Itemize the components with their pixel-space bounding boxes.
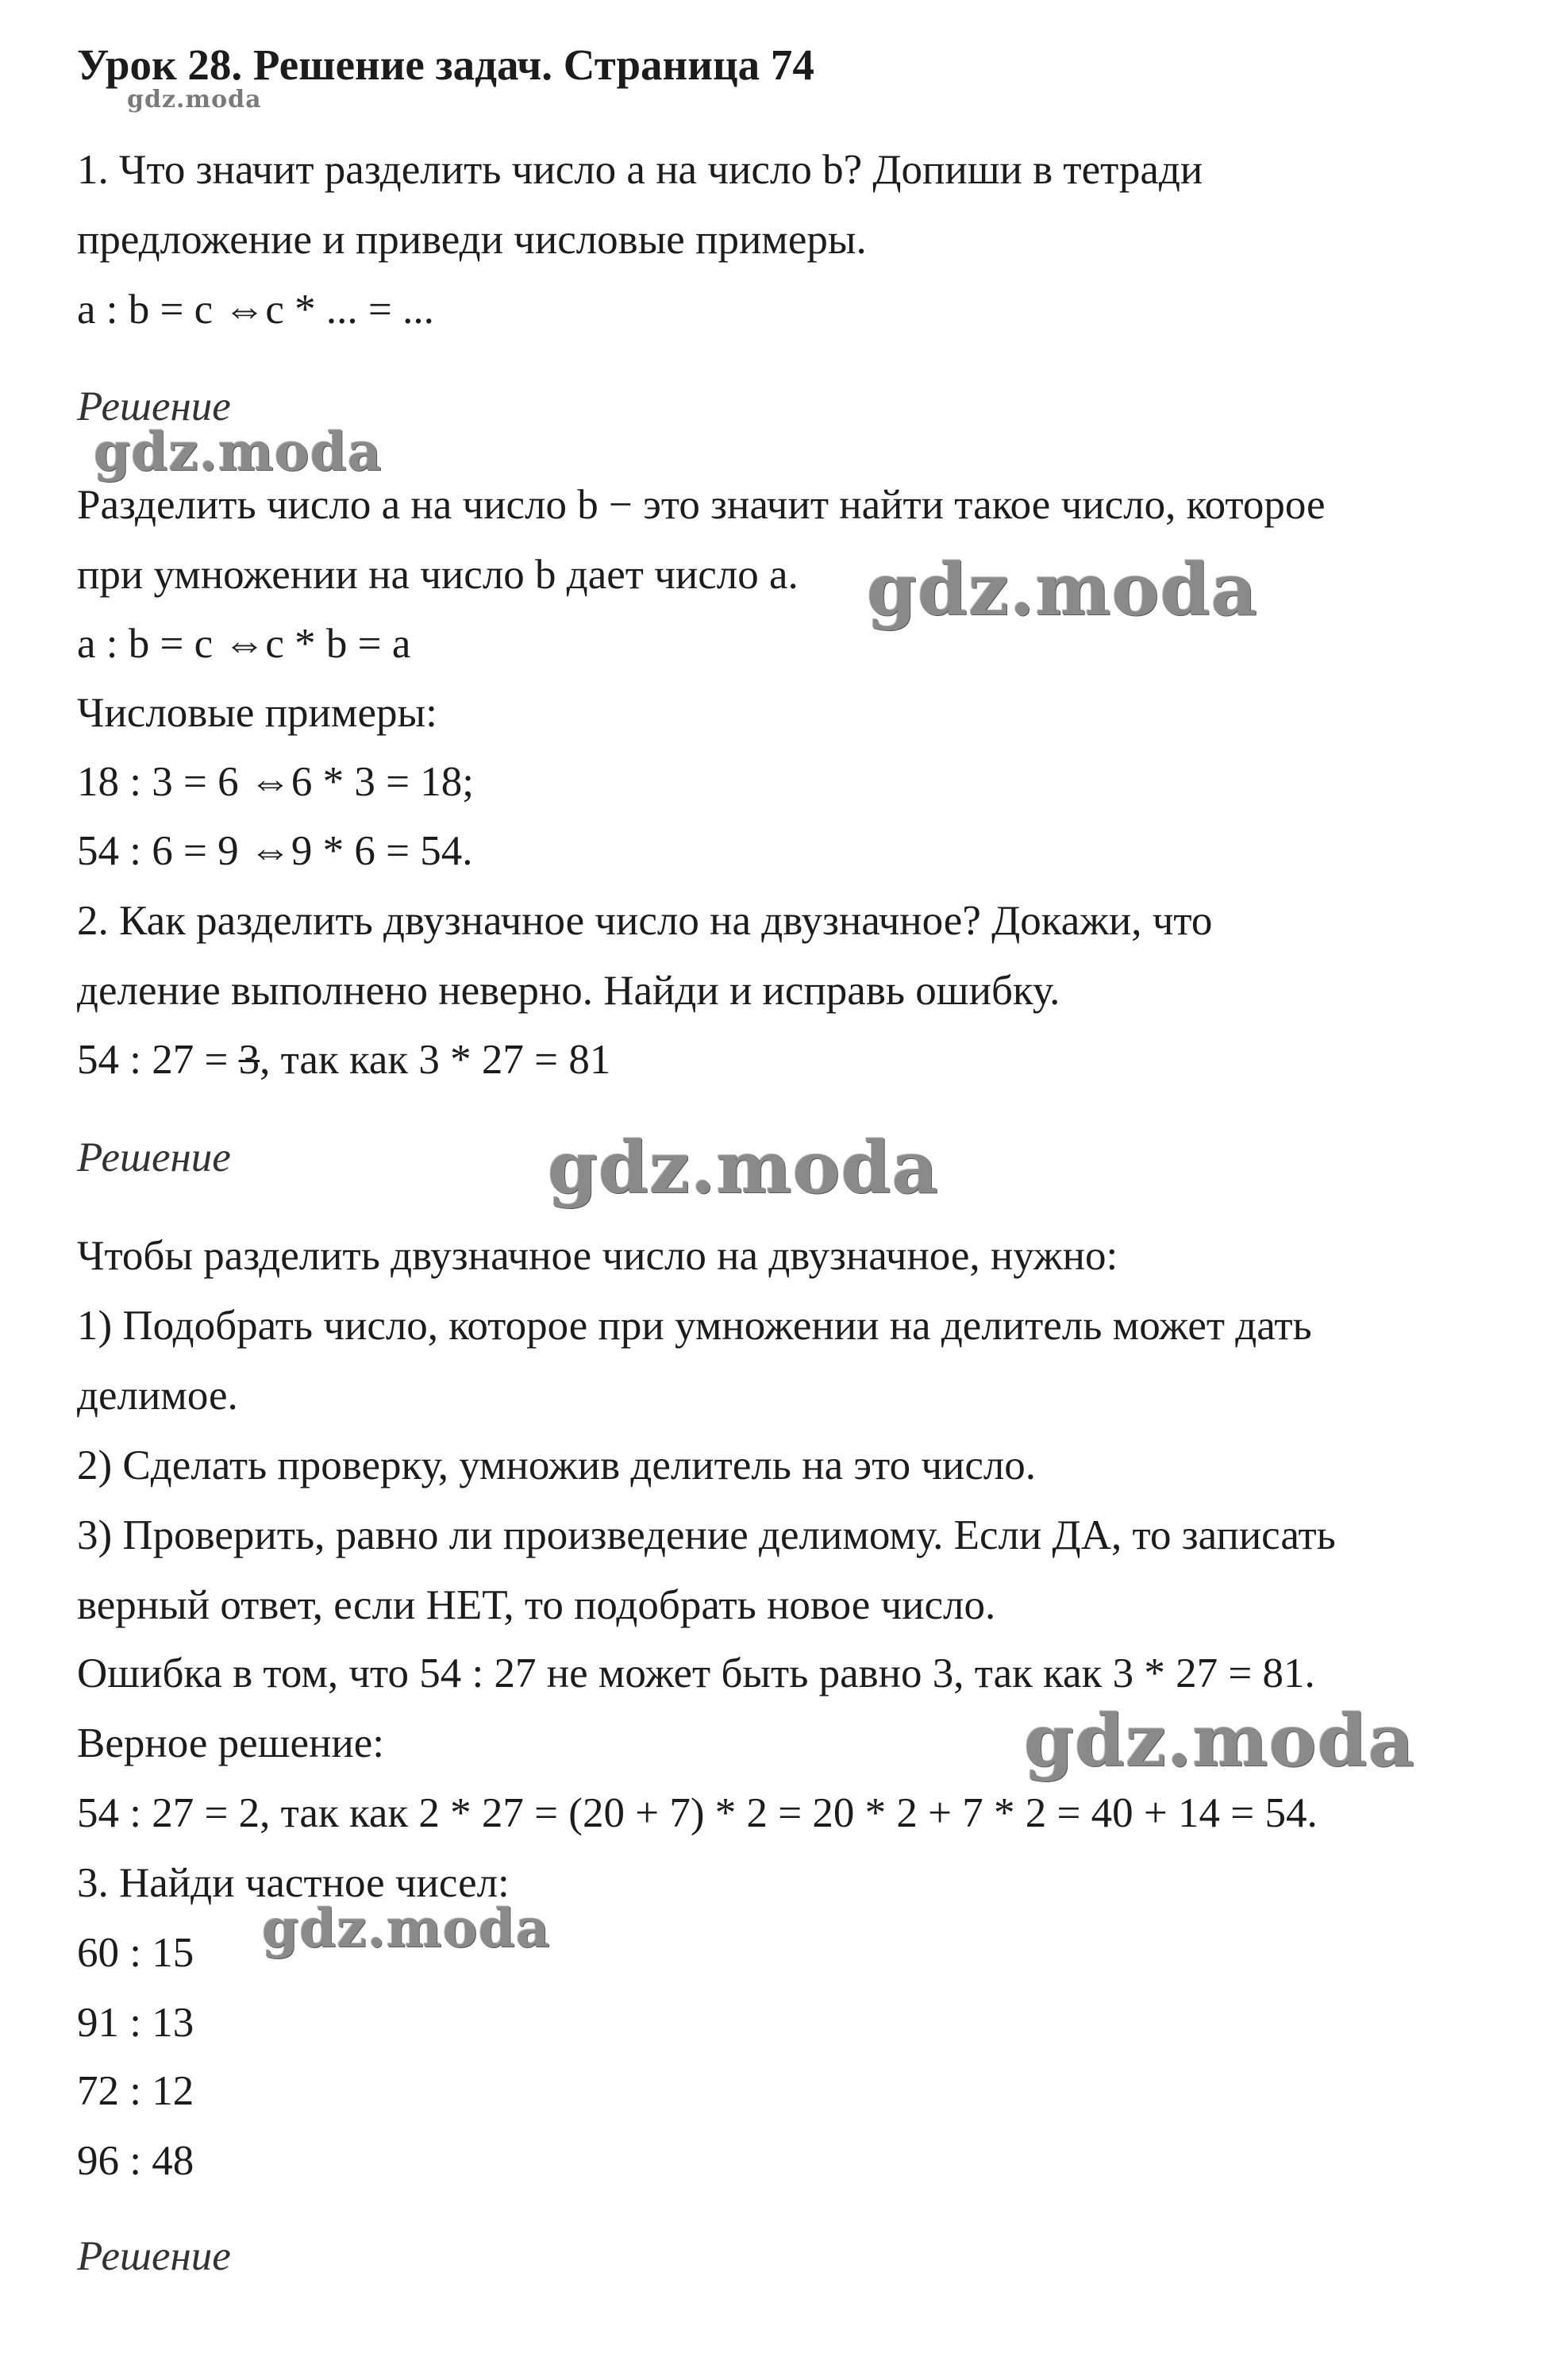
- watermark-small: gdz.moda: [127, 86, 262, 114]
- task3-item: 91 : 13: [77, 2000, 194, 2046]
- task2-struck-answer: 3: [238, 1037, 260, 1083]
- task1-answer-line3: a : b = c ⇔c * b = a: [77, 621, 411, 667]
- task2-answer-line7: Ошибка в том, что 54 : 27 не может быть равно 3, так как 3 * 27 = 81.: [77, 1650, 1315, 1696]
- task3-item: 72 : 12: [77, 2068, 194, 2114]
- task2-answer-line3: делимое.: [77, 1373, 238, 1419]
- task2-answer-line1: Чтобы разделить двузначное число на двузначное, нужно:: [77, 1233, 1118, 1279]
- task2-answer-line9: 54 : 27 = 2, так как 2 * 27 = (20 + 7) * 2 = 20 * 2 + 7 * 2 = 40 + 14 = 54.: [77, 1790, 1318, 1836]
- task1-answer-line4: Числовые примеры:: [77, 690, 437, 736]
- task1-answer-line2: при умножении на число b дает число a.: [77, 552, 799, 598]
- task3-solution-label: Решение: [77, 2233, 231, 2279]
- task2-answer-line2: 1) Подобрать число, которое при умножении на делитель может дать: [77, 1303, 1312, 1349]
- task2-expression-end: , так как 3 * 27 = 81: [260, 1037, 611, 1083]
- watermark-1: gdz.moda: [94, 421, 383, 483]
- task2-expression-start: 54 : 27 =: [77, 1037, 239, 1083]
- task3-item: 60 : 15: [77, 1930, 194, 1976]
- task2-answer-line5: 3) Проверить, равно ли произведение делимому. Если ДА, то записать: [77, 1512, 1336, 1558]
- task2-answer-line8: Верное решение:: [77, 1720, 384, 1766]
- watermark-4: gdz.moda: [1024, 1699, 1415, 1783]
- task2-answer-line4: 2) Сделать проверку, умножив делитель на это число.: [77, 1442, 1037, 1488]
- task3-question: 3. Найди частное чисел:: [77, 1860, 510, 1906]
- task3-item: 96 : 48: [77, 2138, 194, 2184]
- watermark-3: gdz.moda: [548, 1126, 939, 1210]
- task2-question-line1: 2. Как разделить двузначное число на двузначное? Докажи, что: [77, 898, 1213, 944]
- task2-answer-line6: верный ответ, если НЕТ, то подобрать новое число.: [77, 1582, 996, 1628]
- task2-question-line3: [77, 1036, 610, 1084]
- task1-question-line1: 1. Что значит разделить число a на число b? Допиши в тетради: [77, 147, 1203, 193]
- watermark-2: gdz.moda: [867, 548, 1258, 632]
- task1-question-line2: предложение и приведи числовые примеры.: [77, 217, 867, 263]
- task2-question-line2: деление выполнено неверно. Найди и исправь ошибку.: [77, 968, 1060, 1014]
- watermark-5: gdz.moda: [262, 1897, 551, 1959]
- task1-answer-line1: Разделить число a на число b − это значит найти такое число, которое: [77, 482, 1326, 528]
- task1-solution-label: Решение: [77, 383, 231, 429]
- task2-solution-label: Решение: [77, 1134, 231, 1180]
- task1-example1: 18 : 3 = 6 ⇔6 * 3 = 18;: [77, 759, 474, 805]
- task1-example2: 54 : 6 = 9 ⇔9 * 6 = 54.: [77, 828, 473, 874]
- page-title: Урок 28. Решение задач. Страница 74: [77, 40, 814, 89]
- task1-question-line3: a : b = c ⇔c * ... = ...: [77, 287, 434, 333]
